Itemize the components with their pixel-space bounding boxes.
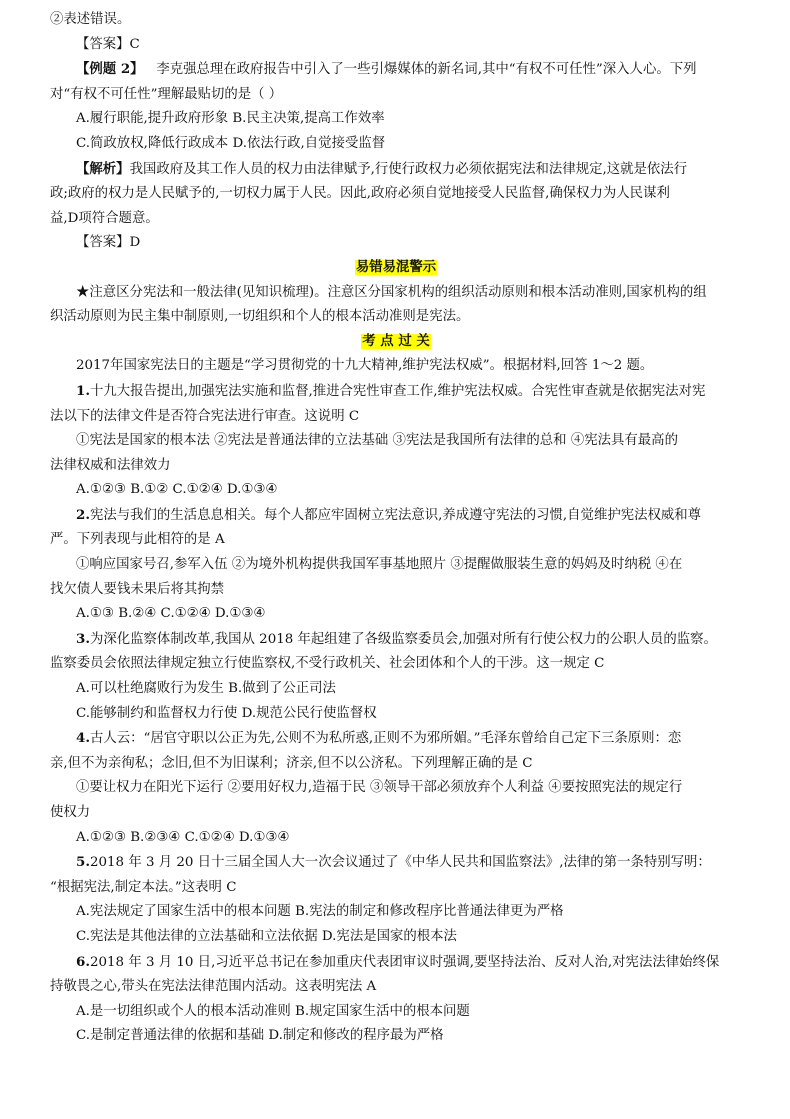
text-line: ①要让权力在阳光下运行 ②要用好权力,造福于民 ③领导干部必须放弃个人利益 ④要按照宪法的规定行 (76, 780, 683, 796)
question-4 (50, 726, 742, 752)
analysis-tag: 【解析】 (76, 160, 130, 177)
option-line: A.①②③ B.②③④ C.①②④ D.①③④ (76, 829, 290, 845)
option-line: C.简政放权,降低行政成本 D.依法行政,自觉接受监督 (76, 135, 386, 151)
analysis-line (50, 157, 742, 183)
text-line: ①宪法是国家的根本法 ②宪法是普通法律的立法基础 ③宪法是我国所有法律的总和 ④宪法具有最高的 (76, 433, 678, 449)
question-number: 4. (76, 730, 90, 747)
example-question (50, 57, 742, 83)
option-line: A.履行职能,提升政府形象 B.民主决策,提高工作效率 (76, 111, 385, 127)
question-text: 古人云：“居官守职以公正为先,公则不为私所惑,正则不为邪所媚。”毛泽东曾给自己定下三条原则：恋 (89, 731, 682, 747)
text-line: 使权力 (50, 805, 91, 820)
option-line: A.可以杜绝腐败行为发生 B.做到了公正司法 (76, 681, 336, 697)
question-5 (50, 850, 742, 876)
example-text: 李克强总理在政府报告中引入了一些引爆媒体的新名词,其中“有权不可任性”深入人心。下列 (156, 62, 697, 78)
document-page (50, 8, 742, 1049)
option-line: A.①②③ B.①② C.①②④ D.①③④ (76, 482, 278, 498)
question-2 (50, 503, 742, 529)
question-text: 2018 年 3 月 20 日十三届全国人大一次会议通过了《中华人民共和国监察法》,法律的第一条特别写明： (89, 855, 711, 871)
answer-line (50, 33, 742, 58)
text-line: 织活动原则为民主集中制原则,一切组织和个人的根本活动准则是宪法。 (50, 309, 470, 325)
text-line: 持敬畏之心,带头在宪法法律范围内活动。这表明宪法 A (50, 979, 377, 995)
option-line: C.宪法是其他法律的立法基础和立法依据 D.宪法是国家的根本法 (76, 928, 457, 944)
answer-text: 【答案】C (76, 36, 140, 52)
text-line: 亲,但不为亲徇私；念旧,但不为旧谋利；济亲,但不以公济私。下列理解正确的是 C (50, 755, 533, 771)
heading-highlight: 易错易混警示 (355, 259, 437, 275)
text-line: ★注意区分宪法和一般法律(见知识梳理)。注意区分国家机构的组织活动原则和根本活动准则,国家机构的组 (76, 284, 707, 300)
text-line: 法律权威和法律效力 (50, 457, 171, 473)
text-line: 对“有权不可任性”理解最贴切的是（ ） (50, 86, 283, 102)
question-number: 5. (76, 854, 90, 871)
question-text: 十九大报告提出,加强宪法实施和监督,推进合宪性审查工作,维护宪法权威。合宪性审查就是依据宪法对宪 (89, 383, 706, 399)
text-line: 法以下的法律文件是否符合宪法进行审查。这说明 C (50, 408, 360, 424)
option-line: A.是一切组织或个人的根本活动准则 B.规定国家生活中的根本问题 (76, 1003, 470, 1019)
option-line: C.是制定普通法律的依据和基础 D.制定和修改的程序最为严格 (76, 1028, 444, 1044)
question-1 (50, 379, 742, 405)
analysis-text: 我国政府及其工作人员的权力由法律赋予,行使行政权力必须依据宪法和法律规定,这就是依法行 (129, 161, 688, 177)
section-heading (50, 330, 742, 355)
heading-highlight: 考 点 过 关 (362, 333, 430, 349)
question-number: 2. (76, 506, 90, 523)
text-line: 找欠债人要钱未果后将其拘禁 (50, 581, 225, 597)
question-text: 宪法与我们的生活息息相关。每个人都应牢固树立宪法意识,养成遵守宪法的习惯,自觉维护宪法权威和尊 (89, 507, 702, 523)
text-line: ②表述错误。 (50, 12, 131, 27)
question-text: 2018 年 3 月 10 日,习近平总书记在参加重庆代表团审议时强调,要坚持法治、反对人治,对宪法法律始终保 (89, 954, 720, 970)
question-text: 为深化监察体制改革,我国从 2018 年起组建了各级监察委员会,加强对所有行使公权力的公职人员的监察。 (89, 631, 717, 647)
text-line: 2017年国家宪法日的主题是“学习贯彻党的十九大精神,维护宪法权威”。根据材料,回答 1～2 题。 (76, 358, 654, 374)
text-line: 益,D项符合题意。 (50, 210, 159, 226)
section-heading (50, 256, 742, 281)
question-6 (50, 950, 742, 976)
text-line: 监察委员会依照法律规定独立行使监察权,不受行政机关、社会团体和个人的干涉。这一规定 C (50, 656, 605, 672)
option-line: A.①③ B.②④ C.①②④ D.①③④ (76, 606, 266, 622)
question-number: 3. (76, 630, 90, 647)
answer-line: 【答案】D (76, 235, 141, 251)
option-line: A.宪法规定了国家生活中的根本问题 B.宪法的制定和修改程序比普通法律更为严格 (76, 904, 564, 920)
text-line: 政;政府的权力是人民赋予的,一切权力属于人民。因此,政府必须自觉地接受人民监督,确保权力为人民谋利 (50, 186, 670, 202)
option-line: C.能够制约和监督权力行使 D.规范公民行使监督权 (76, 705, 377, 721)
text-line: ①响应国家号召,参军入伍 ②为境外机构提供我国军事基地照片 ③提醒做服装生意的妈妈及时纳税 ④在 (76, 557, 683, 573)
question-number: 1. (76, 382, 90, 399)
question-3 (50, 627, 742, 653)
text-line: 严。下列表现与此相符的是 A (50, 532, 225, 548)
text-line: “根据宪法,制定本法。”这表明 C (50, 879, 237, 895)
question-number: 6. (76, 953, 90, 970)
example-tag: 【例题 2】 (76, 61, 144, 78)
